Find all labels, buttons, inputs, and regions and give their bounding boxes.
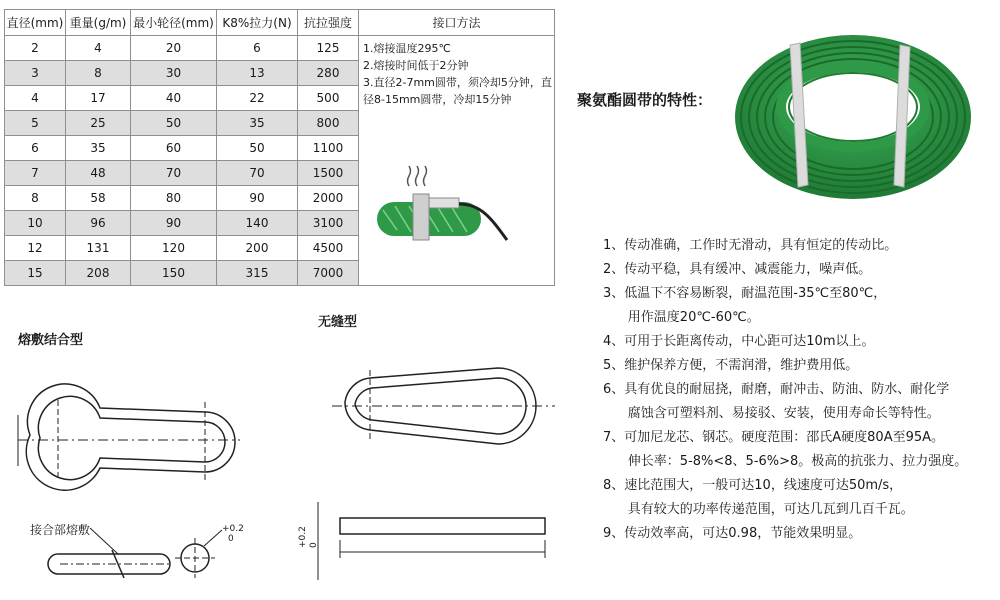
table-cell: 7 [5, 161, 66, 186]
header-weight: 重量(g/m) [66, 10, 131, 36]
table-cell: 4 [66, 36, 131, 61]
feature-item: 用作温度20℃-60℃。 [603, 310, 760, 325]
table-cell: 140 [217, 211, 298, 236]
table-cell: 1500 [298, 161, 359, 186]
table-cell: 200 [217, 236, 298, 261]
flat-bar-diagram [318, 502, 545, 580]
table-cell: 3 [5, 61, 66, 86]
feature-item: 3、低温下不容易断裂，耐温范围-35℃至80℃， [603, 286, 887, 301]
fused-type-label: 熔敷结合型 [18, 333, 84, 348]
tolerance2-bottom: 0 [309, 542, 319, 548]
table-cell: 90 [217, 186, 298, 211]
header-diameter: 直径(mm) [5, 10, 66, 36]
feature-item: 1、传动准确，工作时无滑动，具有恒定的传动比。 [603, 238, 898, 253]
joint-rod-diagram [48, 528, 170, 578]
table-cell: 70 [131, 161, 217, 186]
table-cell: 500 [298, 86, 359, 111]
feature-item: 9、传动效率高，可达0.98，节能效果明显。 [603, 526, 862, 541]
table-cell: 22 [217, 86, 298, 111]
table-cell: 13 [217, 61, 298, 86]
fused-belt-diagram [18, 384, 240, 490]
table-row [5, 36, 555, 61]
table-cell: 1100 [298, 136, 359, 161]
table-cell: 80 [131, 186, 217, 211]
feature-item: 4、可用于长距离传动，中心距可达10m以上。 [603, 334, 875, 349]
table-cell: 35 [66, 136, 131, 161]
table-cell: 58 [66, 186, 131, 211]
header-min-wheel: 最小轮径(mm) [131, 10, 217, 36]
tolerance-top: +0.2 [222, 524, 244, 534]
table-cell: 60 [131, 136, 217, 161]
table-cell: 5 [5, 111, 66, 136]
table-cell: 35 [217, 111, 298, 136]
table-cell: 15 [5, 261, 66, 286]
table-cell: 96 [66, 211, 131, 236]
feature-item: 伸长率：5-8%<8、5-6%>8。极高的抗张力、拉力强度。 [603, 454, 968, 469]
table-cell: 131 [66, 236, 131, 261]
table-cell: 50 [131, 111, 217, 136]
features-list [603, 234, 967, 546]
table-cell: 3100 [298, 211, 359, 236]
features-title: 聚氨酯圆带的特性： [577, 91, 713, 109]
table-cell: 20 [131, 36, 217, 61]
table-cell: 208 [66, 261, 131, 286]
table-cell: 120 [131, 236, 217, 261]
joint-method-text: 1.熔接温度295℃ 2.熔接时间低于2分钟 3.直径2-7mm圆带，须冷却5分钟，直径8-15mm圆带，冷却15分钟 [363, 42, 552, 106]
feature-item: 6、具有优良的耐屈挠，耐磨，耐冲击、防油、防水、耐化学 [603, 382, 950, 397]
feature-item: 2、传动平稳，具有缓冲、减震能力，噪声低。 [603, 262, 872, 277]
table-cell: 6 [5, 136, 66, 161]
table-cell: 50 [217, 136, 298, 161]
table-cell: 4500 [298, 236, 359, 261]
table-cell: 7000 [298, 261, 359, 286]
technical-drawings [0, 290, 560, 600]
table-cell: 2000 [298, 186, 359, 211]
table-cell: 12 [5, 236, 66, 261]
joint-method-cell [359, 36, 555, 286]
header-strength: 抗拉强度 [298, 10, 359, 36]
table-cell: 6 [217, 36, 298, 61]
header-joint-method: 接口方法 [359, 10, 555, 36]
table-cell: 800 [298, 111, 359, 136]
feature-item: 8、速比范围大，一般可达10，线速度可达50m/s， [603, 478, 903, 493]
feature-item: 5、维护保养方便，不需润滑，维护费用低。 [603, 358, 859, 373]
cross-section-diagram [175, 530, 222, 578]
table-cell: 25 [66, 111, 131, 136]
feature-item: 7、可加尼龙芯、钢芯。硬度范围：邵氏A硬度80A至95A。 [603, 430, 945, 445]
table-cell: 70 [217, 161, 298, 186]
table-cell: 315 [217, 261, 298, 286]
table-cell: 40 [131, 86, 217, 111]
table-header-row [5, 10, 555, 36]
table-cell: 10 [5, 211, 66, 236]
seamless-type-label: 无缝型 [318, 315, 358, 330]
table-cell: 90 [131, 211, 217, 236]
table-cell: 4 [5, 86, 66, 111]
table-cell: 8 [66, 61, 131, 86]
table-cell: 150 [131, 261, 217, 286]
tolerance2-top: +0.2 [298, 526, 308, 548]
table-cell: 2 [5, 36, 66, 61]
table-cell: 280 [298, 61, 359, 86]
spec-table [4, 9, 555, 286]
table-cell: 8 [5, 186, 66, 211]
table-cell: 48 [66, 161, 131, 186]
table-cell: 17 [66, 86, 131, 111]
seamless-belt-diagram [332, 368, 555, 444]
heater-belt-illustration [373, 158, 523, 248]
header-tension: K8%拉力(N) [217, 10, 298, 36]
table-cell: 125 [298, 36, 359, 61]
table-cell: 30 [131, 61, 217, 86]
tolerance-bottom: 0 [228, 534, 234, 544]
feature-item: 具有较大的功率传递范围，可达几瓦到几百千瓦。 [603, 502, 914, 517]
feature-item: 腐蚀含可塑料剂、易接驳、安装，使用寿命长等特性。 [603, 406, 940, 421]
green-belt-coil-photo [728, 25, 978, 205]
joint-fusion-label: 接合部熔敷 [30, 523, 91, 537]
